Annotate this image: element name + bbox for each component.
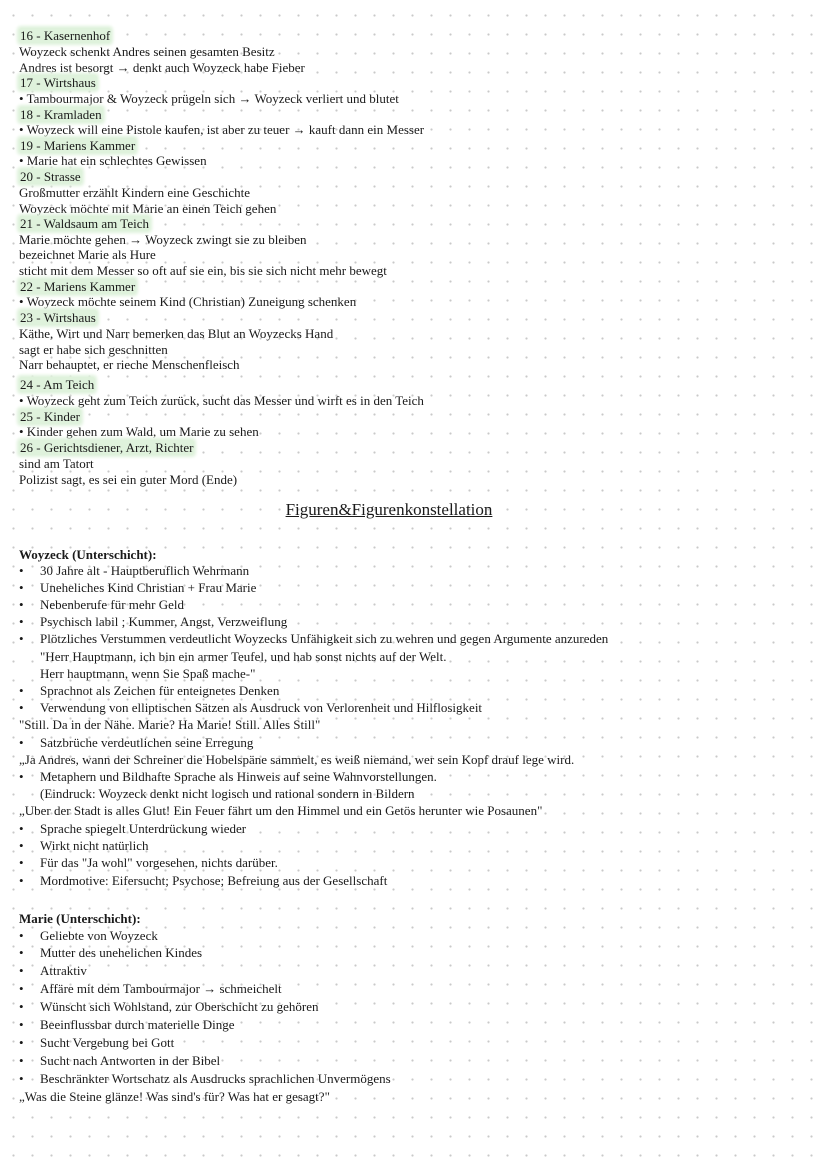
text-line: Käthe, Wirt und Narr bemerken das Blut an Woyzecks Hand bbox=[19, 326, 334, 341]
bullet: • bbox=[19, 614, 24, 629]
scene-heading: 18 - Kramladen bbox=[20, 107, 102, 122]
bullet-text: Wünscht sich Wohlstand, zur Oberschicht zu gehören bbox=[40, 999, 319, 1014]
scene-heading: 23 - Wirtshaus bbox=[20, 310, 96, 325]
bullet: • bbox=[19, 928, 24, 943]
quote-line: (Eindruck: Woyzeck denkt nicht logisch und rational sondern in Bildern bbox=[40, 786, 415, 801]
scene-heading: 16 - Kasernenhof bbox=[20, 28, 111, 43]
bullet: • bbox=[19, 580, 24, 595]
bullet: • bbox=[19, 981, 24, 996]
bullet-text: Geliebte von Woyzeck bbox=[40, 928, 158, 943]
bullet-text: Attraktiv bbox=[40, 963, 87, 978]
text-line: • Kinder gehen zum Wald, um Marie zu sehen bbox=[19, 424, 259, 439]
bullet-text: Nebenberufe für mehr Geld bbox=[40, 597, 185, 612]
text-line: • Marie hat ein schlechtes Gewissen bbox=[19, 153, 207, 168]
bullet: • bbox=[19, 999, 24, 1014]
figures-heading: Figuren&Figurenkonstellation bbox=[285, 500, 493, 519]
bullet-text: Metaphern und Bildhafte Sprache als Hinweis auf seine Wahnvorstellungen. bbox=[40, 769, 437, 784]
text-line: sticht mit dem Messer so oft auf sie ein, bis sie sich nicht mehr bewegt bbox=[19, 263, 387, 278]
bullet-text: Sprache spiegelt Unterdrückung wieder bbox=[40, 821, 247, 836]
quote-line: „Was die Steine glänze! Was sind's für? Was hat er gesagt?" bbox=[19, 1089, 330, 1104]
scene-heading: 17 - Wirtshaus bbox=[20, 75, 96, 90]
bullet-text: Uneheliches Kind Christian + Frau Marie bbox=[40, 580, 257, 595]
bullet: • bbox=[19, 1035, 24, 1050]
bullet-text: Wirkt nicht natürlich bbox=[40, 838, 149, 853]
bullet: • bbox=[19, 873, 24, 888]
bullet: • bbox=[19, 631, 24, 646]
text-line: sind am Tatort bbox=[19, 456, 94, 471]
bullet: • bbox=[19, 963, 24, 978]
bullet: • bbox=[19, 683, 24, 698]
bullet-text: Psychisch labil ; Kummer, Angst, Verzweiflung bbox=[40, 614, 288, 629]
bullet: • bbox=[19, 855, 24, 870]
quote-line: „Uber der Stadt is alles Glut! Ein Feuer fährt um den Himmel und ein Getös herunter wie Posaunen" bbox=[19, 803, 543, 818]
bullet: • bbox=[19, 1017, 24, 1032]
text-line: Marie möchte gehen → Woyzeck zwingt sie zu bleiben bbox=[19, 232, 307, 247]
bullet-text: Sucht nach Antworten in der Bibel bbox=[40, 1053, 221, 1068]
bullet: • bbox=[19, 769, 24, 784]
bullet: • bbox=[19, 1071, 24, 1086]
bullet-text: Sucht Vergebung bei Gott bbox=[40, 1035, 175, 1050]
text-line: • Tambourmajor & Woyzeck prügeln sich → Woyzeck verliert und blutet bbox=[19, 91, 399, 106]
quote-line: "Still. Da in der Nähe. Marie? Ha Marie! Still. Alles Still" bbox=[19, 717, 321, 732]
text-line: Woyzeck möchte mit Marie an einen Teich gehen bbox=[19, 201, 277, 216]
text-line: Woyzeck schenkt Andres seinen gesamten Besitz bbox=[19, 44, 275, 59]
bullet: • bbox=[19, 597, 24, 612]
text-line: Polizist sagt, es sei ein guter Mord (Ende) bbox=[19, 472, 238, 487]
quote-line: "Herr Hauptmann, ich bin ein armer Teufel, und hab sonst nichts auf der Welt. bbox=[40, 649, 447, 664]
bullet-text: Satzbrüche verdeutlichen seine Erregung bbox=[40, 735, 254, 750]
bullet-text: Beeinflussbar durch materielle Dinge bbox=[40, 1017, 235, 1032]
bullet-text: Beschränkter Wortschatz als Ausdrucks sprachlichen Unvermögens bbox=[40, 1071, 391, 1086]
bullet: • bbox=[19, 563, 24, 578]
text-line: • Woyzeck möchte seinem Kind (Christian) Zuneigung schenken bbox=[19, 294, 357, 309]
bullet: • bbox=[19, 735, 24, 750]
scene-heading: 25 - Kinder bbox=[20, 409, 80, 424]
bullet: • bbox=[19, 700, 24, 715]
bullet-text: Plötzliches Verstummen verdeutlicht Woyzecks Unfähigkeit sich zu wehren und gegen Argumente anzureden bbox=[40, 631, 609, 646]
text-line: • Woyzeck will eine Pistole kaufen, ist aber zu teuer → kauft dann ein Messer bbox=[19, 122, 425, 137]
scene-heading: 22 - Mariens Kammer bbox=[20, 279, 136, 294]
scene-heading: 20 - Strasse bbox=[20, 169, 81, 184]
bullet-text: Für das "Ja wohl" vorgesehen, nichts darüber. bbox=[40, 855, 278, 870]
bullet: • bbox=[19, 945, 24, 960]
bullet-text: 30 Jahre alt - Hauptberuflich Wehrmann bbox=[40, 563, 250, 578]
section-heading: Woyzeck (Unterschicht): bbox=[19, 547, 157, 562]
text-line: Andres ist besorgt → denkt auch Woyzeck habe Fieber bbox=[19, 60, 305, 75]
bullet-text: Verwendung von elliptischen Sätzen als Ausdruck von Verlorenheit und Hilflosigkeit bbox=[40, 700, 483, 715]
bullet-text: Affäre mit dem Tambourmajor → schmeichelt bbox=[40, 981, 282, 996]
bullet-text: Mutter des unehelichen Kindes bbox=[40, 945, 203, 960]
quote-line: „Ja Andres, wann der Schreiner die Hobelspäne sammelt, es weiß niemand, wer sein Kopf drauf lege wird. bbox=[19, 752, 575, 767]
quote-line: Herr hauptmann, wenn Sie Spaß mache-" bbox=[40, 666, 256, 681]
scene-heading: 19 - Mariens Kammer bbox=[20, 138, 136, 153]
text-line: Großmutter erzählt Kindern eine Geschichte bbox=[19, 185, 251, 200]
text-line: Narr behauptet, er rieche Menschenfleisch bbox=[19, 357, 240, 372]
scene-heading: 21 - Waldsaum am Teich bbox=[20, 216, 149, 231]
scene-heading: 26 - Gerichtsdiener, Arzt, Richter bbox=[20, 440, 194, 455]
bullet: • bbox=[19, 1053, 24, 1068]
bullet: • bbox=[19, 821, 24, 836]
scene-heading: 24 - Am Teich bbox=[20, 377, 95, 392]
text-line: sagt er habe sich geschnitten bbox=[19, 342, 168, 357]
bullet: • bbox=[19, 838, 24, 853]
text-line: bezeichnet Marie als Hure bbox=[19, 247, 156, 262]
bullet-text: Mordmotive: Eifersucht; Psychose; Befreiung aus der Gesellschaft bbox=[40, 873, 388, 888]
section-heading: Marie (Unterschicht): bbox=[19, 911, 141, 926]
text-line: • Woyzeck geht zum Teich zurück, sucht das Messer und wirft es in den Teich bbox=[19, 393, 424, 408]
bullet-text: Sprachnot als Zeichen für enteignetes Denken bbox=[40, 683, 280, 698]
